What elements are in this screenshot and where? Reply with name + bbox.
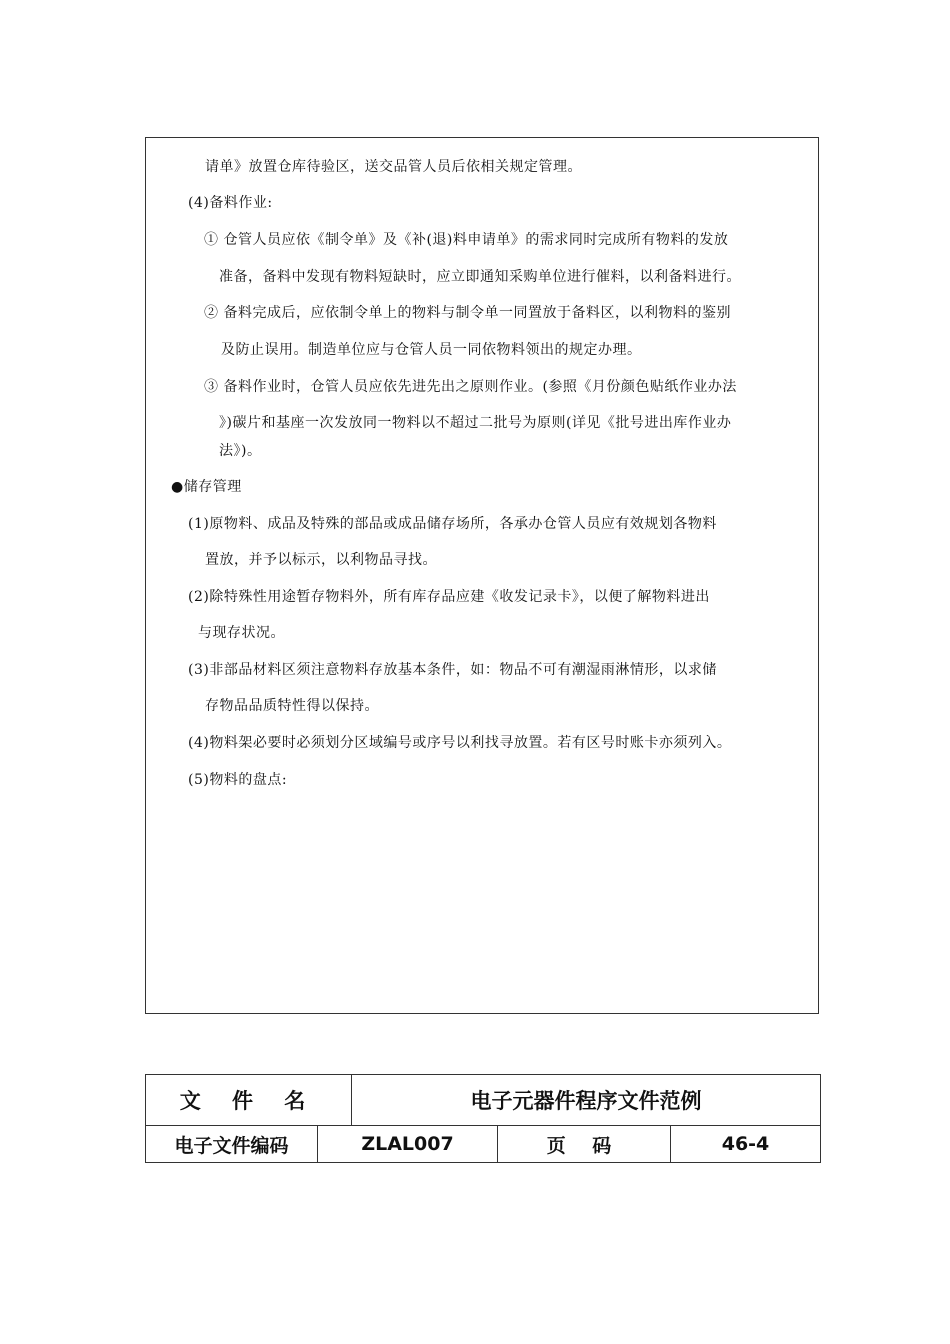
- file-code-label: 电子文件编码: [146, 1126, 318, 1163]
- text-line: (3)非部品材料区须注意物料存放基本条件，如：物品不可有潮湿雨淋情形，以求储: [188, 662, 717, 678]
- document-info-table: [145, 1074, 821, 1163]
- text-line: (5)物料的盘点:: [188, 772, 288, 788]
- text-line: 存物品品质特性得以保持。: [205, 698, 379, 714]
- section-heading: ●储存管理: [171, 479, 242, 495]
- text-line: 及防止误用。制造单位应与仓管人员一同依物料领出的规定办理。: [221, 342, 642, 358]
- text-line: ① 仓管人员应依《制令单》及《补(退)料申请单》的需求同时完成所有物料的发放: [204, 232, 729, 248]
- file-code-value: ZLAL007: [318, 1126, 498, 1163]
- text-line: 准备，备料中发现有物料短缺时，应立即通知采购单位进行催料，以利备料进行。: [219, 269, 741, 285]
- text-line: 法》)。: [219, 443, 262, 459]
- text-line: ② 备料完成后，应依制令单上的物料与制令单一同置放于备料区，以利物料的鉴别: [204, 305, 731, 321]
- file-name-row: [146, 1075, 821, 1126]
- text-line: (4)物料架必要时必须划分区域编号或序号以利找寻放置。若有区号时账卡亦须列入。: [188, 735, 732, 751]
- file-name-value: 电子元器件程序文件范例: [352, 1075, 821, 1126]
- text-line: (1)原物料、成品及特殊的部品或成品储存场所，各承办仓管人员应有效规划各物料: [188, 516, 717, 532]
- text-line: ③ 备料作业时，仓管人员应依先进先出之原则作业。(参照《月份颜色贴纸作业办法: [204, 379, 737, 395]
- section-heading: (4)备料作业:: [188, 195, 273, 211]
- document-body-frame: [145, 137, 819, 1014]
- text-line: 请单》放置仓库待验区，送交品管人员后依相关规定管理。: [205, 159, 582, 175]
- page-label: 页 码: [498, 1126, 671, 1163]
- text-line: (2)除特殊性用途暂存物料外，所有库存品应建《收发记录卡》，以便了解物料进出: [188, 589, 710, 605]
- text-line: 》)碳片和基座一次发放同一物料以不超过二批号为原则(详见《批号进出库作业办: [219, 415, 732, 431]
- code-row: [146, 1126, 821, 1163]
- text-line: 置放，并予以标示，以利物品寻找。: [205, 552, 437, 568]
- page-number: 46-4: [671, 1126, 821, 1163]
- text-line: 与现存状况。: [198, 625, 285, 641]
- file-name-label: 文 件 名: [146, 1075, 352, 1126]
